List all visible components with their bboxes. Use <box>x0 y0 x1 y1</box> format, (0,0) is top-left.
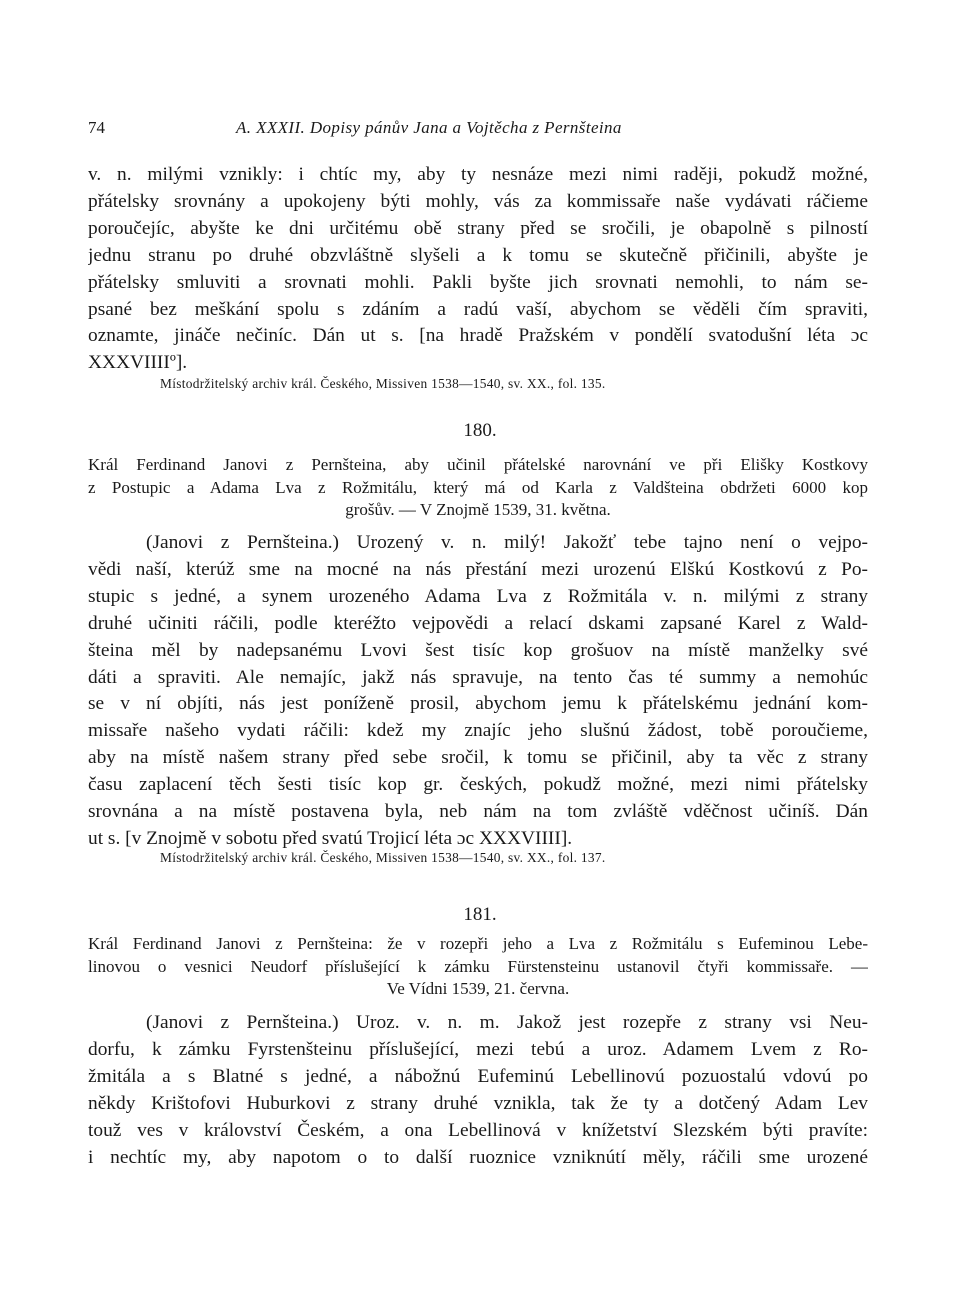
text-line: v. n. milými vznikly: i chtíc my, aby ty nesnáze mezi nimi raději, pokudž možné, <box>88 164 868 185</box>
text-line: někdy Krištofovi Huburkovi z strany druhé vznikla, tak že ty a dotčený Adam Lev <box>88 1092 868 1114</box>
text-line: (Janovi z Pernšteina.) Uroz. v. n. m. Jakož jest rozepře z strany vsi Neu- <box>146 1012 868 1033</box>
summary-line: Ve Vídni 1539, 21. června. <box>386 979 570 998</box>
letter-body <box>88 1010 868 1171</box>
text-line: poroučejíc, abyšte ke dni určitému obě strany před se sročili, je obapolně s pilností <box>88 217 868 239</box>
text-line: šteina měl by nadepsanému Lvovi šest tisíc kop grošuov na místě manželky své <box>88 639 868 661</box>
text-line: i nechtíc my, aby napotom o to další ruoznice vzniknútí měly, ráčili sme urozené <box>88 1146 868 1168</box>
text-line: jednu stranu po druhé obzvláštně slyšeli a k tomu se skutečně přičinili, abyšte je <box>88 244 868 266</box>
source-citation: Místodržitelský archiv král. Českého, Missiven 1538—1540, sv. XX., fol. 135. <box>160 376 606 391</box>
text-line: se v ní objíti, nás jest poníženě prosil, abychom jemu k přátelskému jednání kom- <box>88 693 868 715</box>
text-line: dorfu, k zámku Fyrstenšteinu příslušející, mezi tebú a uroz. Adamem Lvem z Ro- <box>88 1038 868 1060</box>
letter-summary <box>88 933 868 1001</box>
running-title: A. XXXII. Dopisy pánův Jana a Vojtěcha z Pernšteina <box>236 118 622 137</box>
text-line: přátelsky srovnány a upokojeny býti mohly, vás za kommissaře naše vydávati ráčieme <box>88 190 868 212</box>
text-line: dáti a spraviti. Ale nemajíc, jakž nás spravuje, na tento čas té summy a nemohúc <box>88 666 868 688</box>
letter-number: 181. <box>463 904 497 925</box>
text-line: aby na místě našem strany před sebe sročil, k tomu se přičinil, aby ta věc z strany <box>88 747 868 769</box>
summary-line: linovou o vesnici Neudorf příslušející k zámku Fürstensteinu ustanovil čtyři kommissaře. — <box>88 956 868 976</box>
summary-line: z Postupic a Adama Lva z Rožmitálu, který má od Karla z Valdšteina obdržeti 6000 kop <box>88 477 868 497</box>
text-line: srovnána a na místě postavena byla, neb nám na tom zvláště vděčnost učiníš. Dán <box>88 801 868 823</box>
text-line: druhé učiniti ráčili, podle kteréžto vejpovědi a relací dskami zapsané Karel z Wald- <box>88 612 868 634</box>
text-line: vědi naší, kterúž sme na mocné na nás přestání mezi urozenú Elškú Kostkovú z Po- <box>88 558 868 580</box>
text-line: přátelsky smluviti a srovnati mohli. Pakli byšte jich srovnati nemohli, to nám se- <box>88 271 868 293</box>
letter-summary <box>88 454 868 522</box>
text-line: času zaplacení těch šesti tisíc kop gr. českých, pokudž možné, mezi nimi přátelsky <box>88 774 868 796</box>
text-line: missaře našeho vydati ráčili: kdež my znajíc jeho slušnú žádost, tobě poroučieme, <box>88 720 868 742</box>
text-line: XXXVIIIIº]. <box>88 352 188 374</box>
running-header <box>88 118 868 142</box>
text-line: oznamte, jináče nečiníc. Dán ut s. [na hradě Pražském v pondělí svatodušní léta ɔc <box>88 325 868 347</box>
text-line: žmitála a s Blatné s jedné, a nábožnú Eufeminú Lebellinovú pozuostalú vdovú po <box>88 1065 868 1087</box>
text-line: touž ves v království Českém, a ona Lebellinová v knížetství Slezském býti pravíte: <box>88 1119 868 1141</box>
page-number: 74 <box>88 118 105 137</box>
summary-line: grošův. — V Znojmě 1539, 31. května. <box>345 500 611 519</box>
letter-body <box>88 530 868 853</box>
continuation-text <box>88 162 868 377</box>
letter-number: 180. <box>463 420 497 441</box>
source-citation: Místodržitelský archiv král. Českého, Missiven 1538—1540, sv. XX., fol. 137. <box>160 850 606 865</box>
text-line: (Janovi z Pernšteina.) Urozený v. n. milý! Jakožť tebe tajno není o vejpo- <box>146 532 868 553</box>
summary-line: Král Ferdinand Janovi z Pernšteina, aby učinil přátelské narovnání ve při Elišky Kostkovy <box>88 455 868 474</box>
text-line: stupic s jedné, a synem urozeného Adama Lva z Rožmitála v. n. milými z strany <box>88 585 868 607</box>
text-line: ut s. [v Znojmě v sobotu před svatú Trojicí léta ɔc XXXVIIII]. <box>88 827 573 849</box>
summary-line: Král Ferdinand Janovi z Pernšteina: že v rozepři jeho a Lva z Rožmitálu s Eufeminou Lebe- <box>88 934 868 953</box>
text-line: psané bez meškání spolu s zdáním a radú vaší, abychom se věděli čím spraviti, <box>88 298 868 320</box>
